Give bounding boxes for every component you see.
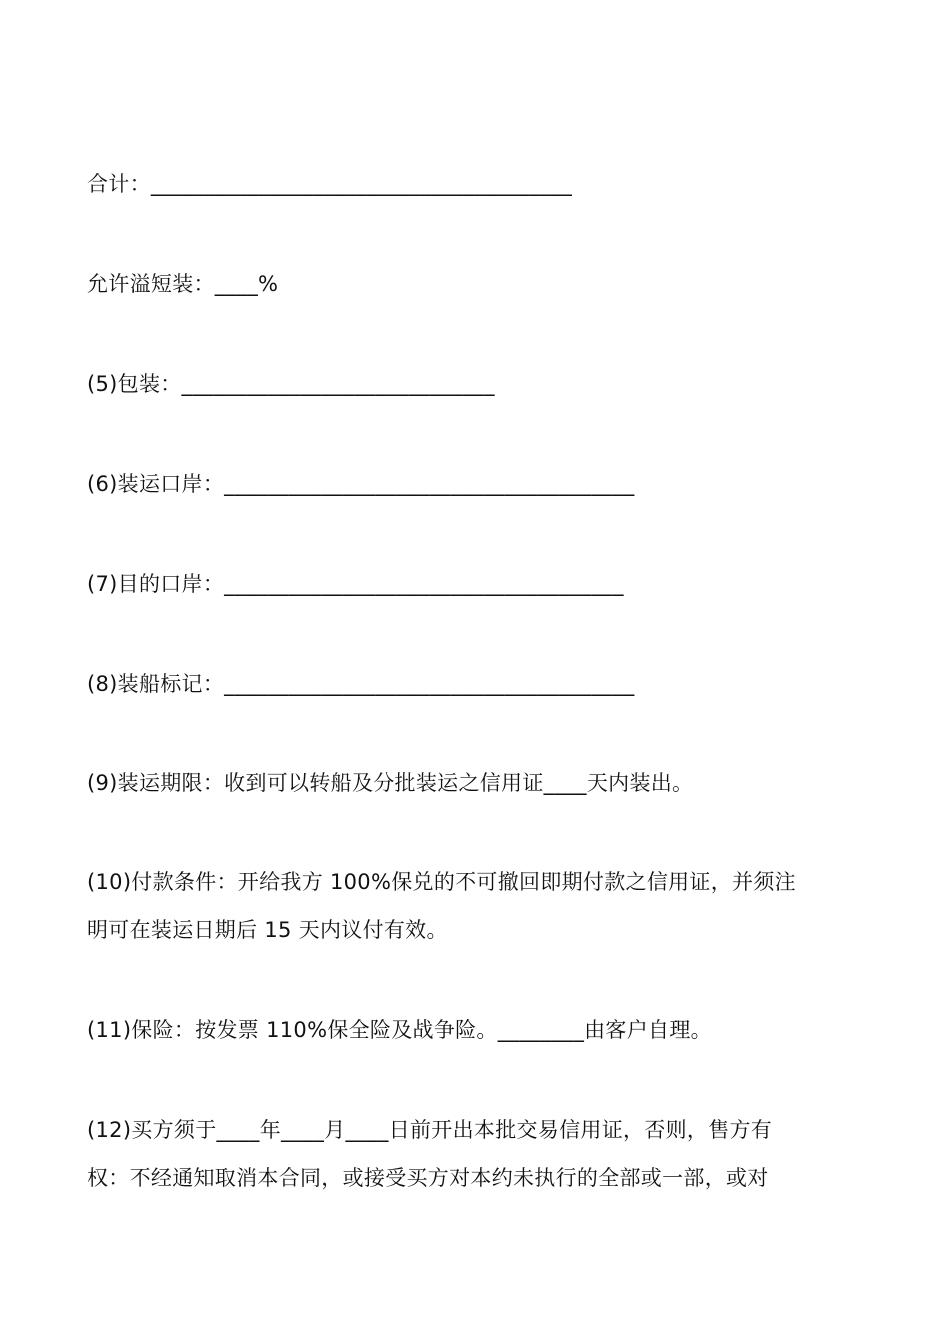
letter-of-credit-line-2: 权：不经通知取消本合同，或接受买方对本约未执行的全部或一部，或对 <box>87 1166 769 1190</box>
payment-terms-line-2: 明可在装运日期后 15 天内议付有效。 <box>87 918 448 942</box>
port-of-loading-field: (6)装运口岸：______________________________________ <box>87 472 635 496</box>
letter-of-credit-line-1: (12)买方须于____年____月____日前开出本批交易信用证，否则，售方有 <box>87 1118 773 1142</box>
port-of-destination-field: (7)目的口岸：_____________________________________ <box>87 572 624 596</box>
payment-terms-line-1: (10)付款条件：开给我方 100%保兑的不可撤回即期付款之信用证，并须注 <box>87 870 796 894</box>
total-field: 合计：_______________________________________ <box>87 172 573 196</box>
payment-terms-clause <box>87 858 867 954</box>
overshipment-allowance-field: 允许溢短装：____% <box>87 272 279 296</box>
letter-of-credit-clause <box>87 1106 867 1202</box>
shipment-period-clause: (9)装运期限：收到可以转船及分批装运之信用证____天内装出。 <box>87 771 694 795</box>
insurance-clause: (11)保险：按发票 110%保全险及战争险。________由客户自理。 <box>87 1018 712 1042</box>
packing-field: (5)包装：_____________________________ <box>87 372 495 396</box>
shipping-marks-field: (8)装船标记：______________________________________ <box>87 672 635 696</box>
